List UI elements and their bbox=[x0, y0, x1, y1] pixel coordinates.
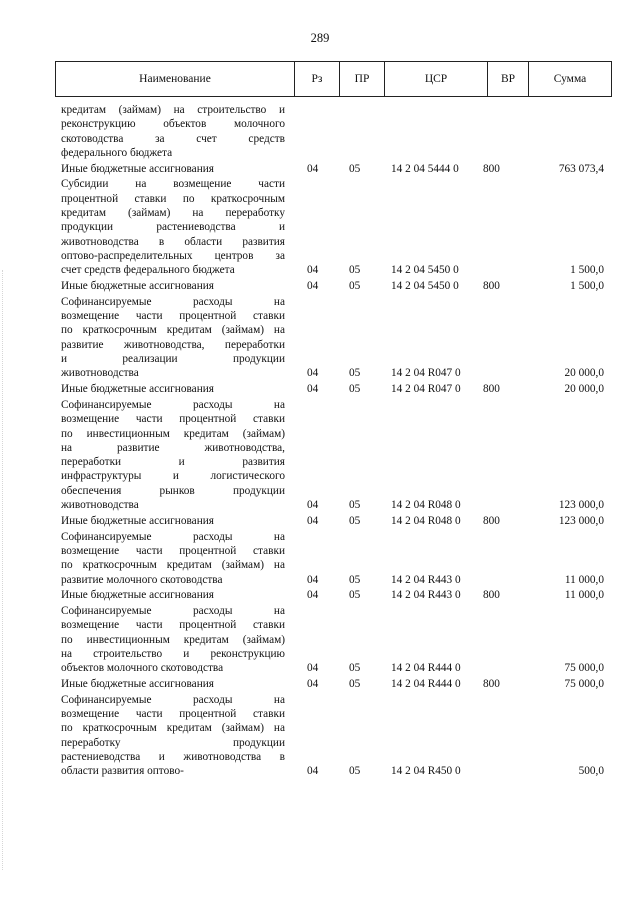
row-vr: 800 bbox=[483, 383, 500, 396]
budget-table-body bbox=[55, 103, 612, 780]
row-csr: 14 2 04 R444 0 bbox=[391, 678, 461, 691]
row-name-line: Софинансируемые расходы на bbox=[61, 693, 285, 706]
row-pr: 05 bbox=[349, 499, 361, 512]
row-pr: 05 bbox=[349, 765, 361, 778]
row-name bbox=[55, 588, 285, 602]
row-pr: 05 bbox=[349, 367, 361, 380]
table-row bbox=[55, 693, 612, 779]
row-name-line: переработки и развития bbox=[61, 456, 285, 469]
row-name-line: на развитие животноводства, bbox=[61, 441, 285, 454]
row-csr: 14 2 04 R047 0 bbox=[391, 383, 461, 396]
row-name-line: по инвестиционным кредитам (займам) bbox=[61, 427, 285, 440]
row-rz: 04 bbox=[307, 765, 319, 778]
row-name-line: возмещение части процентной ставки bbox=[61, 310, 285, 323]
header-sum: Сумма bbox=[553, 73, 587, 85]
row-name-line: инфраструктуры и логистического bbox=[61, 470, 285, 483]
row-csr: 14 2 04 5450 0 bbox=[391, 280, 459, 293]
row-name-line: скотоводства за счет средств bbox=[61, 132, 285, 145]
row-name-line: оптово-распределительных центров за bbox=[61, 249, 285, 262]
header-rz: Рз bbox=[295, 62, 340, 96]
header-vr: ВР bbox=[488, 62, 529, 96]
row-pr: 05 bbox=[349, 162, 361, 175]
table-row bbox=[55, 677, 612, 691]
row-name-line: Софинансируемые расходы на bbox=[61, 295, 285, 308]
row-name-line: процентной ставки по краткосрочным bbox=[61, 192, 285, 205]
row-name-line: развитие молочного скотоводства bbox=[61, 573, 223, 586]
row-name-line: кредитам (займам) на переработку bbox=[61, 207, 285, 220]
row-sum: 123 000,0 bbox=[558, 514, 604, 527]
row-name-line: переработку продукции bbox=[61, 736, 285, 749]
header-csr: ЦСР bbox=[385, 62, 488, 96]
row-rz: 04 bbox=[307, 264, 319, 277]
row-rz: 04 bbox=[307, 280, 319, 293]
row-pr: 05 bbox=[349, 573, 361, 586]
row-name-line: возмещение части процентной ставки bbox=[61, 544, 285, 557]
row-pr: 05 bbox=[349, 678, 361, 691]
row-vr: 800 bbox=[483, 280, 500, 293]
row-csr: 14 2 04 R450 0 bbox=[391, 765, 461, 778]
row-name bbox=[55, 177, 285, 277]
row-name-line: Иные бюджетные ассигнования bbox=[61, 589, 214, 602]
row-name bbox=[55, 693, 285, 779]
page-number: 289 bbox=[310, 31, 330, 45]
table-row bbox=[55, 382, 612, 396]
row-name-line: на строительство и реконструкцию bbox=[61, 647, 285, 660]
table-row bbox=[55, 604, 612, 675]
row-pr: 05 bbox=[349, 264, 361, 277]
row-name-line: Иные бюджетные ассигнования bbox=[61, 678, 214, 691]
row-rz: 04 bbox=[307, 162, 319, 175]
table-row bbox=[55, 530, 612, 587]
row-rz: 04 bbox=[307, 367, 319, 380]
row-csr: 14 2 04 R048 0 bbox=[391, 499, 461, 512]
row-name-line: Субсидии на возмещение части bbox=[61, 178, 285, 191]
row-sum: 75 000,0 bbox=[564, 678, 604, 691]
row-csr: 14 2 04 R443 0 bbox=[391, 573, 461, 586]
row-name-line: развитие животноводства, переработки bbox=[61, 338, 285, 351]
row-name bbox=[55, 677, 285, 691]
row-name bbox=[55, 514, 285, 528]
row-name bbox=[55, 398, 285, 512]
row-rz: 04 bbox=[307, 499, 319, 512]
row-name-line: по инвестиционным кредитам (займам) bbox=[61, 633, 285, 646]
row-name-line: животноводства bbox=[61, 499, 139, 512]
row-name-line: Иные бюджетные ассигнования bbox=[61, 280, 214, 293]
row-rz: 04 bbox=[307, 662, 319, 675]
row-name-line: возмещение части процентной ставки bbox=[61, 413, 285, 426]
row-name bbox=[55, 162, 285, 176]
row-sum: 500,0 bbox=[578, 765, 604, 778]
row-name-line: продукции растениеводства и bbox=[61, 221, 285, 234]
row-sum: 75 000,0 bbox=[564, 662, 604, 675]
row-name-line: реконструкцию объектов молочного bbox=[61, 118, 285, 131]
row-rz: 04 bbox=[307, 514, 319, 527]
header-pr: ПР bbox=[340, 62, 385, 96]
table-row bbox=[55, 177, 612, 277]
row-name-line: Иные бюджетные ассигнования bbox=[61, 383, 214, 396]
row-csr: 14 2 04 R048 0 bbox=[391, 514, 461, 527]
row-vr: 800 bbox=[483, 589, 500, 602]
row-name bbox=[55, 382, 285, 396]
row-pr: 05 bbox=[349, 383, 361, 396]
row-name bbox=[55, 279, 285, 293]
row-name-line: и реализации продукции bbox=[61, 353, 285, 366]
table-header bbox=[55, 61, 612, 97]
row-csr: 14 2 04 R444 0 bbox=[391, 662, 461, 675]
row-rz: 04 bbox=[307, 678, 319, 691]
row-name-line: по краткосрочным кредитам (займам) на bbox=[61, 559, 285, 572]
row-name-line: федерального бюджета bbox=[61, 146, 173, 159]
row-name bbox=[55, 295, 285, 381]
row-name-line: животноводства bbox=[61, 367, 139, 380]
row-name-line: обеспечения рынков продукции bbox=[61, 484, 285, 497]
row-vr: 800 bbox=[483, 514, 500, 527]
row-sum: 11 000,0 bbox=[564, 589, 604, 602]
row-name-line: по краткосрочным кредитам (займам) на bbox=[61, 722, 285, 735]
row-csr: 14 2 04 5450 0 bbox=[391, 264, 459, 277]
row-name-line: Иные бюджетные ассигнования bbox=[61, 514, 214, 527]
row-rz: 04 bbox=[307, 589, 319, 602]
row-sum: 763 073,4 bbox=[558, 162, 604, 175]
row-pr: 05 bbox=[349, 589, 361, 602]
scan-margin-dots bbox=[2, 270, 9, 870]
row-name-line: животноводства в области развития bbox=[61, 235, 285, 248]
header-name: Наименование bbox=[56, 62, 295, 96]
row-name-line: области развития оптово- bbox=[61, 765, 184, 778]
row-name bbox=[55, 604, 285, 675]
row-name-line: возмещение части процентной ставки bbox=[61, 708, 285, 721]
table-row bbox=[55, 295, 612, 381]
row-name-line: по краткосрочным кредитам (займам) на bbox=[61, 324, 285, 337]
row-sum: 1 500,0 bbox=[570, 264, 604, 277]
row-name-line: счет средств федерального бюджета bbox=[61, 264, 235, 277]
row-name-line: Софинансируемые расходы на bbox=[61, 605, 285, 618]
row-pr: 05 bbox=[349, 662, 361, 675]
row-sum: 123 000,0 bbox=[558, 499, 604, 512]
row-name-line: растениеводства и животноводства в bbox=[61, 751, 285, 764]
row-sum: 11 000,0 bbox=[564, 573, 604, 586]
row-pr: 05 bbox=[349, 280, 361, 293]
row-name-line: Иные бюджетные ассигнования bbox=[61, 162, 214, 175]
row-name-line: объектов молочного скотоводства bbox=[61, 662, 224, 675]
row-sum: 20 000,0 bbox=[564, 367, 604, 380]
table-row bbox=[55, 398, 612, 512]
row-sum: 1 500,0 bbox=[570, 280, 604, 293]
row-name-line: Софинансируемые расходы на bbox=[61, 398, 285, 411]
row-csr: 14 2 04 5444 0 bbox=[391, 162, 459, 175]
row-name bbox=[55, 530, 285, 587]
row-name-line: возмещение части процентной ставки bbox=[61, 619, 285, 632]
row-name-line: кредитам (займам) на строительство и bbox=[61, 104, 285, 116]
table-row bbox=[55, 162, 612, 176]
row-name-line: Софинансируемые расходы на bbox=[61, 530, 285, 543]
row-rz: 04 bbox=[307, 573, 319, 586]
table-row bbox=[55, 279, 612, 293]
row-name bbox=[55, 103, 285, 160]
row-rz: 04 bbox=[307, 383, 319, 396]
table-row bbox=[55, 588, 612, 602]
row-pr: 05 bbox=[349, 514, 361, 527]
row-sum: 20 000,0 bbox=[564, 383, 604, 396]
row-vr: 800 bbox=[483, 162, 500, 175]
row-csr: 14 2 04 R443 0 bbox=[391, 589, 461, 602]
row-csr: 14 2 04 R047 0 bbox=[391, 367, 461, 380]
table-row bbox=[55, 514, 612, 528]
table-row bbox=[55, 103, 612, 160]
row-vr: 800 bbox=[483, 678, 500, 691]
